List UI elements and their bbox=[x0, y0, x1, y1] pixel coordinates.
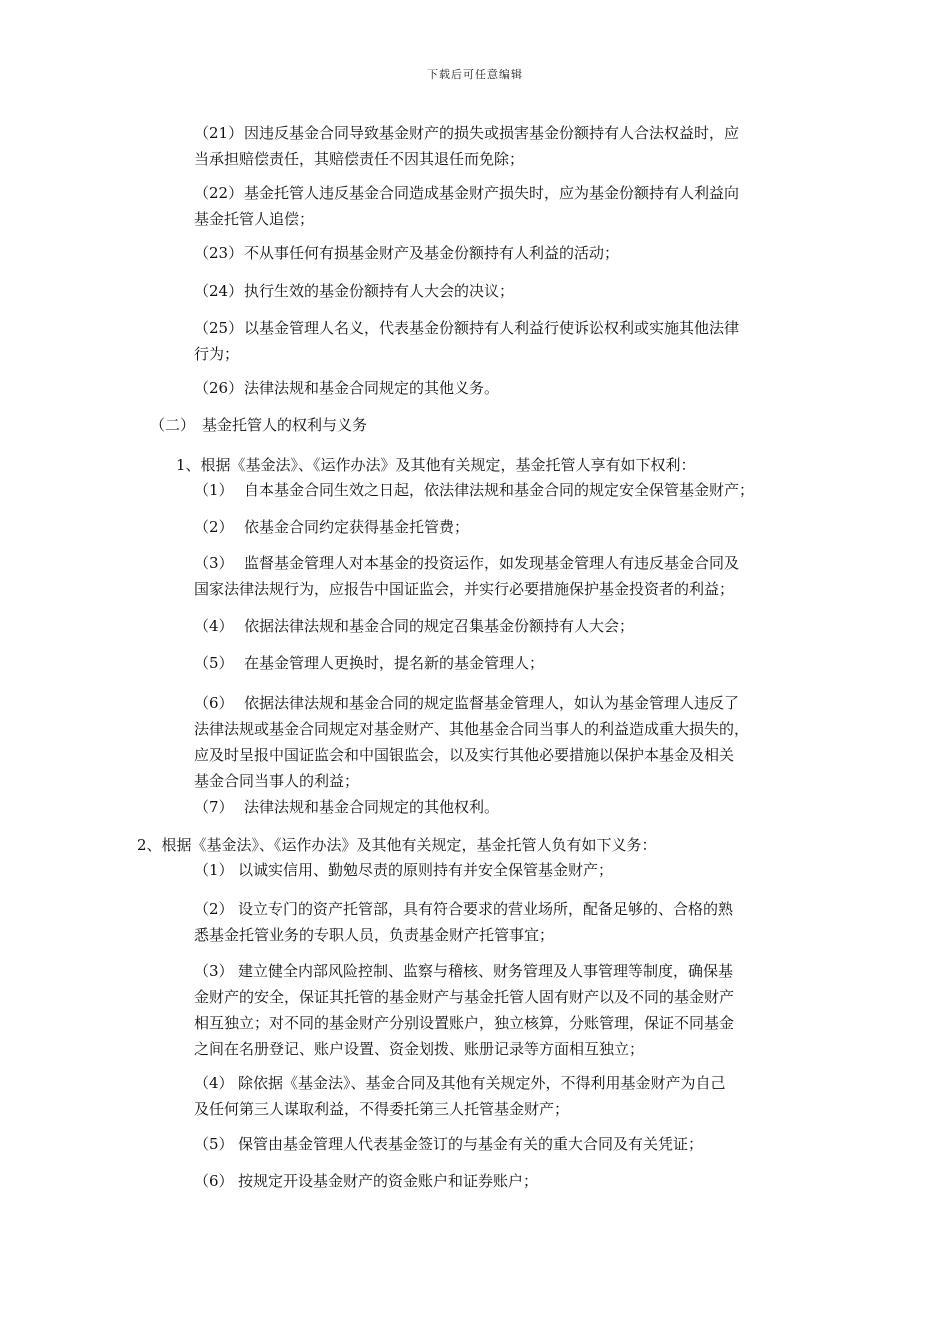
item-text-continued: 之间在名册登记、账户设置、资金划拨、账册记录等方面相互独立； bbox=[194, 1040, 645, 1058]
item-number: （2） bbox=[194, 518, 234, 536]
item-text: 按规定开设基金财产的资金账户和证券账户； bbox=[238, 1172, 539, 1190]
item-number: （26） bbox=[194, 379, 244, 397]
item-text-continued: 法律法规或基金合同规定对基金财产、其他基金合同当事人的利益造成重大损失的， bbox=[194, 720, 750, 738]
list-item bbox=[194, 240, 824, 266]
item-text: 设立专门的资产托管部，具有符合要求的营业场所，配备足够的、合格的熟 bbox=[238, 900, 734, 918]
item-text-continued: 基金合同当事人的利益； bbox=[194, 772, 360, 790]
item-number: （23） bbox=[194, 244, 244, 262]
list-item bbox=[194, 120, 824, 172]
item-text: 执行生效的基金份额持有人大会的决议； bbox=[244, 282, 515, 300]
item-text: 建立健全内部风险控制、监察与稽核、财务管理及人事管理等制度，确保基 bbox=[238, 962, 734, 980]
list-item bbox=[194, 958, 824, 1062]
item-number: （3） bbox=[194, 554, 234, 572]
item-text: 除依据《基金法》、基金合同及其他有关规定外，不得利用基金财产为自己 bbox=[238, 1074, 726, 1092]
item-text: 依基金合同约定获得基金托管费； bbox=[244, 518, 470, 536]
item-number: （3） bbox=[194, 962, 234, 980]
section-title: 基金托管人的权利与义务 bbox=[202, 416, 368, 434]
item-text-continued: 国家法律法规行为，应报告中国证监会，并实行必要措施保护基金投资者的利益； bbox=[194, 580, 735, 598]
list-item bbox=[194, 613, 824, 639]
item-text: 监督基金管理人对本基金的投资运作，如发现基金管理人有违反基金合同及 bbox=[244, 554, 740, 572]
item-text: 不从事任何有损基金财产及基金份额持有人利益的活动； bbox=[244, 244, 620, 262]
list-item bbox=[194, 550, 824, 602]
item-number: （6） bbox=[194, 694, 234, 712]
item-number: （21） bbox=[194, 124, 244, 142]
item-number: （6） bbox=[194, 1172, 234, 1190]
item-text: 依据法律法规和基金合同的规定召集基金份额持有人大会； bbox=[244, 617, 635, 635]
item-text-continued: 应及时呈报中国证监会和中国银监会，以及实行其他必要措施以保护本基金及相关 bbox=[194, 746, 735, 764]
item-text-continued: 相互独立；对不同的基金财产分别设置账户，独立核算，分账管理，保证不同基金 bbox=[194, 1014, 735, 1032]
list-item bbox=[194, 278, 824, 304]
list-item bbox=[194, 896, 824, 948]
list-item bbox=[194, 690, 824, 794]
item-number: （1） bbox=[194, 861, 234, 879]
item-text: 因违反基金合同导致基金财产的损失或损害基金份额持有人合法权益时，应 bbox=[244, 124, 740, 142]
section-number: （二） bbox=[150, 416, 196, 434]
list-item bbox=[194, 315, 824, 367]
item-number: （24） bbox=[194, 282, 244, 300]
list-item bbox=[194, 1168, 824, 1194]
list-item bbox=[194, 514, 824, 540]
item-text: 依据法律法规和基金合同的规定监督基金管理人，如认为基金管理人违反了 bbox=[244, 694, 740, 712]
item-number: （25） bbox=[194, 319, 244, 337]
item-text: 基金托管人违反基金合同造成基金财产损失时，应为基金份额持有人利益向 bbox=[244, 184, 740, 202]
item-number: （5） bbox=[194, 1135, 234, 1153]
item-text-continued: 金财产的安全，保证其托管的基金财产与基金托管人固有财产以及不同的基金财产 bbox=[194, 988, 735, 1006]
item-text: 法律法规和基金合同规定的其他权利。 bbox=[244, 798, 500, 816]
rights-intro: 1、根据《基金法》、《运作办法》及其他有关规定，基金托管人享有如下权利： bbox=[176, 456, 696, 474]
item-number: （2） bbox=[194, 900, 234, 918]
item-text-continued: 悉基金托管业务的专职人员，负责基金财产托管事宜； bbox=[194, 926, 555, 944]
item-text-continued: 基金托管人追偿； bbox=[194, 210, 315, 228]
item-text: 在基金管理人更换时，提名新的基金管理人； bbox=[244, 654, 545, 672]
list-item bbox=[194, 180, 824, 232]
item-text: 以诚实信用、勤勉尽责的原则持有并安全保管基金财产； bbox=[238, 861, 614, 879]
item-number: （22） bbox=[194, 184, 244, 202]
list-item bbox=[194, 794, 824, 820]
list-item bbox=[194, 375, 824, 401]
item-text: 法律法规和基金合同规定的其他义务。 bbox=[244, 379, 500, 397]
duties-intro: 2、根据《基金法》、《运作办法》及其他有关规定，基金托管人负有如下义务： bbox=[137, 836, 657, 854]
list-item bbox=[194, 857, 824, 883]
item-number: （1） bbox=[194, 481, 234, 499]
item-number: （4） bbox=[194, 617, 234, 635]
item-text-continued: 当承担赔偿责任，其赔偿责任不因其退任而免除； bbox=[194, 150, 525, 168]
section-heading bbox=[150, 412, 367, 438]
list-item bbox=[194, 1070, 824, 1122]
item-number: （7） bbox=[194, 798, 234, 816]
item-text-continued: 行为； bbox=[194, 345, 240, 363]
item-text-continued: 及任何第三人谋取利益，不得委托第三人托管基金财产； bbox=[194, 1100, 570, 1118]
list-item bbox=[194, 477, 824, 503]
item-number: （5） bbox=[194, 654, 234, 672]
item-text: 以基金管理人名义，代表基金份额持有人利益行使诉讼权利或实施其他法律 bbox=[244, 319, 740, 337]
item-text: 自本基金合同生效之日起，依法律法规和基金合同的规定安全保管基金财产； bbox=[244, 481, 755, 499]
item-number: （4） bbox=[194, 1074, 234, 1092]
list-item bbox=[194, 650, 824, 676]
list-item bbox=[194, 1131, 824, 1157]
item-text: 保管由基金管理人代表基金签订的与基金有关的重大合同及有关凭证； bbox=[238, 1135, 704, 1153]
page-header: 下载后可任意编辑 bbox=[427, 68, 523, 81]
